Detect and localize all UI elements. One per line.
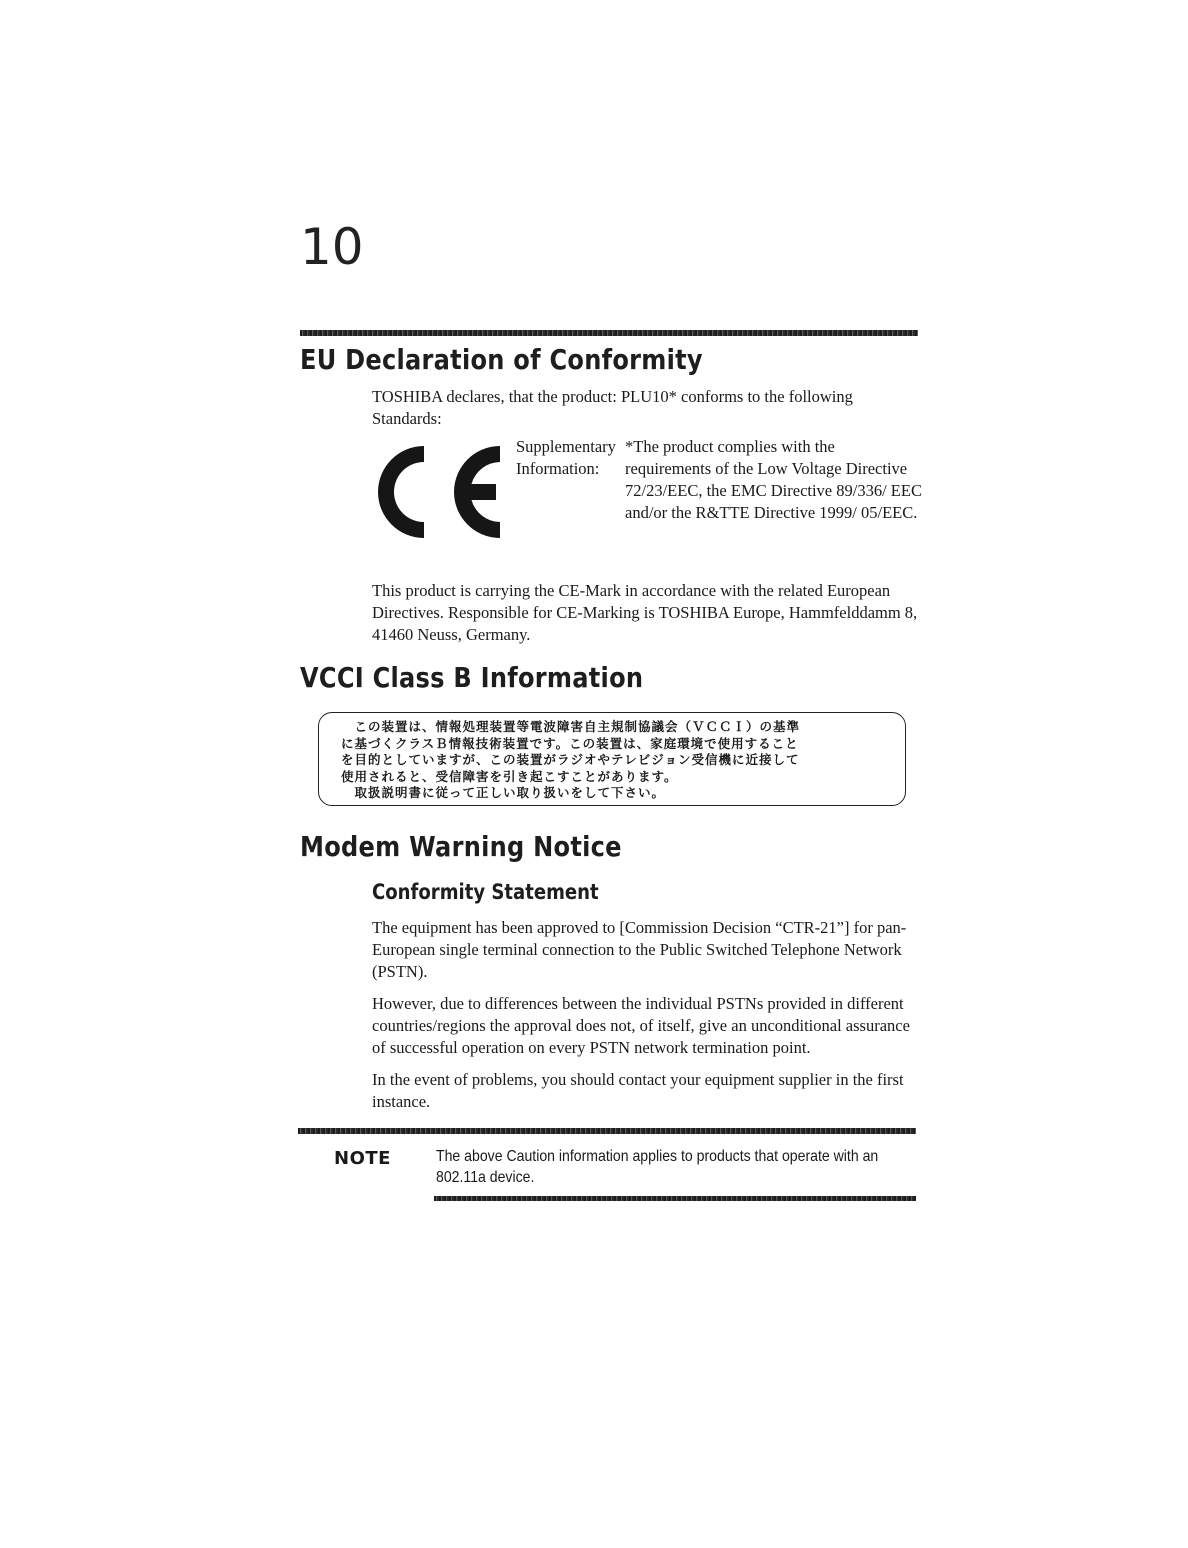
ce-mark-logo <box>372 442 504 542</box>
modem-paragraph: The equipment has been approved to [Commission Decision “CTR-21”] for pan-European single terminal connection to the Public Switched Telephone Network (PSTN). <box>372 918 907 981</box>
note-text: The above Caution information applies to products that operate with an 802.11a device. <box>436 1148 879 1186</box>
note-top-rule <box>298 1128 916 1134</box>
vcci-heading: VCCI Class B Information <box>300 661 644 694</box>
eu-intro-text: TOSHIBA declares, that the product: PLU10* conforms to the following Standards: <box>372 387 853 428</box>
note-label: NOTE <box>334 1148 391 1169</box>
vcci-line: に基づくクラスＢ情報技術装置です。この装置は、家庭環境で使用すること <box>341 735 799 751</box>
supplementary-text: *The product complies with the requirements of the Low Voltage Directive 72/23/EEC, the EMC Directive 89/336/ EEC and/or the R&TTE Directive 1999/ 05/EEC. <box>625 437 922 522</box>
vcci-line: この装置は、情報処理装置等電波障害自主規制協議会（ＶＣＣＩ）の基準 <box>341 719 801 734</box>
note-bottom-rule <box>434 1196 916 1201</box>
eu-declaration-heading: EU Declaration of Conformity <box>300 343 703 376</box>
vcci-line: 使用されると、受信障害を引き起こすことがあります。 <box>341 768 678 784</box>
modem-paragraph: However, due to differences between the individual PSTNs provided in different countries/regions the approval does not, of itself, give an unconditional assurance of successful operation on every PSTN network termination point. <box>372 994 910 1057</box>
vcci-notice-box <box>318 712 906 806</box>
vcci-line: 取扱説明書に従って正しい取り扱いをして下さい。 <box>341 785 666 800</box>
ce-paragraph: This product is carrying the CE-Mark in accordance with the related European Directives. Responsible for CE-Marking is TOSHIBA Europe, Hammfelddamm 8, 41460 Neuss, Germany. <box>372 581 918 644</box>
supplementary-label: Supplementary Information: <box>516 437 616 478</box>
vcci-line: を目的としていますが、この装置がラジオやテレビジョン受信機に近接して <box>341 752 800 767</box>
section-rule <box>300 330 918 336</box>
conformity-statement-heading: Conformity Statement <box>372 880 599 904</box>
modem-warning-heading: Modem Warning Notice <box>300 830 622 863</box>
page-number: 10 <box>300 218 364 276</box>
modem-paragraph: In the event of problems, you should contact your equipment supplier in the first instance. <box>372 1070 904 1111</box>
